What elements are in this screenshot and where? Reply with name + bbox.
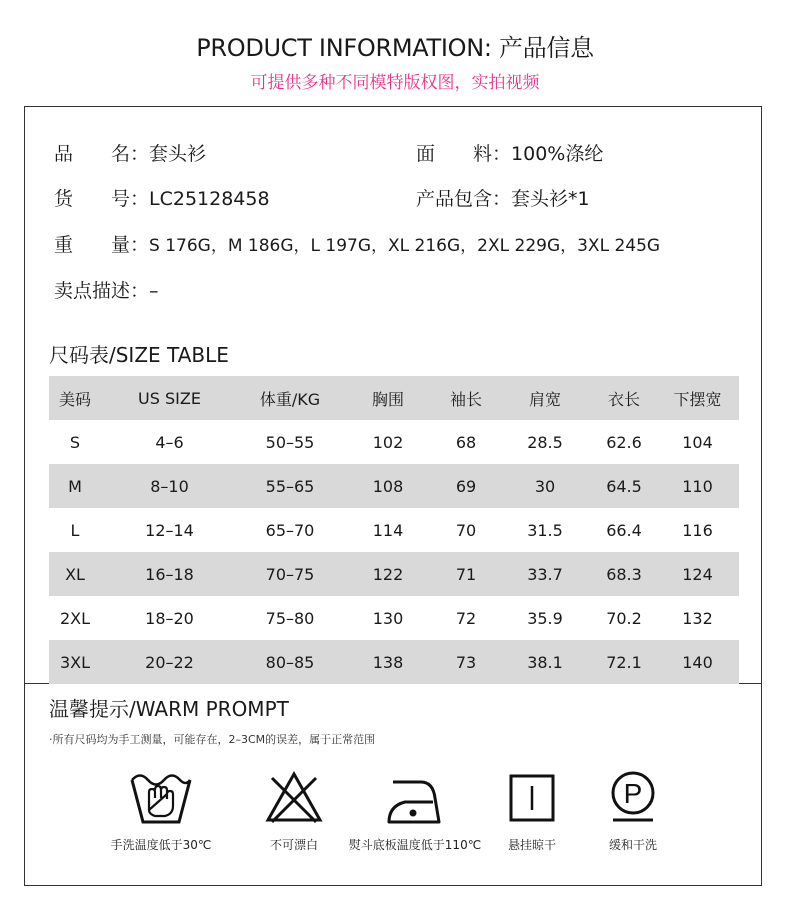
table-cell: 28.5 <box>527 432 563 452</box>
table-cell: 102 <box>372 432 404 452</box>
svg-text:P: P <box>623 778 643 809</box>
info-weight-row <box>54 230 660 257</box>
table-cell: 20–22 <box>145 652 194 672</box>
table-header-cell: 衣长 <box>607 389 640 409</box>
care-label: 手洗温度低于30℃ <box>110 838 212 852</box>
no-bleach-icon <box>262 768 326 826</box>
name-value: 套头衫 <box>149 143 207 165</box>
table-header-cell: US SIZE <box>138 388 201 408</box>
care-label: 不可漂白 <box>269 838 318 852</box>
info-fabric-row <box>416 139 603 166</box>
table-cell: 33.7 <box>527 564 563 584</box>
table-cell: 3XL <box>59 652 91 672</box>
table-cell: 124 <box>682 564 713 584</box>
table-row <box>49 464 739 508</box>
table-cell: 8–10 <box>150 476 189 496</box>
table-cell: 108 <box>372 476 404 496</box>
table-cell: 122 <box>372 564 404 584</box>
table-cell: 31.5 <box>527 520 563 540</box>
table-cell: M <box>68 476 82 496</box>
weight-label: 重 量： <box>54 234 150 256</box>
table-cell: 73 <box>455 652 477 672</box>
info-sku-row <box>54 184 270 211</box>
table-header-cell: 体重/KG <box>259 389 321 409</box>
table-row <box>49 596 739 640</box>
includes-label: 产品包含： <box>416 188 512 210</box>
table-cell: 70–75 <box>265 564 315 584</box>
table-cell: 18–20 <box>145 608 194 628</box>
table-cell: 71 <box>455 564 477 584</box>
table-cell: 110 <box>682 476 713 496</box>
fabric-value: 100%涤纶 <box>511 143 604 165</box>
table-header-cell: 下摆宽 <box>673 389 722 409</box>
includes-value: 套头衫*1 <box>511 188 590 210</box>
page-subtitle: 可提供多种不同模特版权图，实拍视频 <box>250 73 540 93</box>
fabric-label: 面 料： <box>416 143 512 165</box>
table-cell: 69 <box>455 476 477 496</box>
size-table-header <box>49 376 739 420</box>
warm-prompt-title: 温馨提示/WARM PROMPT <box>49 697 289 721</box>
table-row <box>49 508 739 552</box>
info-includes-row <box>416 184 590 211</box>
desc-label: 卖点描述： <box>54 280 150 302</box>
sku-label: 货 号： <box>54 188 150 210</box>
table-cell: XL <box>65 564 85 584</box>
care-item-hand-wash <box>86 768 236 853</box>
care-item-dry-clean <box>558 768 708 853</box>
table-cell: 38.1 <box>527 652 563 672</box>
table-cell: 62.6 <box>606 432 642 452</box>
table-cell: 72.1 <box>606 652 642 672</box>
table-cell: 68.3 <box>606 564 642 584</box>
table-cell: 138 <box>372 652 404 672</box>
iron-icon <box>383 768 447 826</box>
table-cell: 104 <box>682 432 713 452</box>
info-desc-row <box>54 276 159 303</box>
table-cell: 35.9 <box>527 608 563 628</box>
page-title: PRODUCT INFORMATION: 产品信息 <box>196 34 594 62</box>
size-table <box>49 376 739 684</box>
table-cell: 130 <box>372 608 404 628</box>
hang-dry-icon <box>500 768 564 826</box>
table-header-cell: 胸围 <box>371 389 404 409</box>
table-cell: 68 <box>455 432 477 452</box>
table-cell: 114 <box>372 520 404 540</box>
weight-value: S 176G，M 186G，L 197G，XL 216G，2XL 229G，3XL 245G <box>149 236 661 256</box>
table-cell: 72 <box>455 608 477 628</box>
measurement-note: ·所有尺码均为手工测量，可能存在，2–3CM的误差，属于正常范围 <box>49 733 376 746</box>
table-cell: 4–6 <box>155 432 184 452</box>
table-header-cell: 肩宽 <box>528 389 561 409</box>
table-cell: 116 <box>682 520 713 540</box>
table-cell: 30 <box>534 476 556 496</box>
table-cell: 132 <box>682 608 713 628</box>
care-label: 缓和干洗 <box>608 838 657 852</box>
table-cell: 16–18 <box>145 564 194 584</box>
desc-value: – <box>149 280 159 302</box>
table-row <box>49 420 739 464</box>
table-row <box>49 640 739 684</box>
care-label: 悬挂晾干 <box>507 838 556 852</box>
table-cell: 70 <box>455 520 477 540</box>
table-cell: S <box>69 432 81 452</box>
table-header-cell: 美码 <box>58 389 91 409</box>
table-cell: 66.4 <box>606 520 642 540</box>
table-row <box>49 552 739 596</box>
table-cell: 140 <box>682 652 713 672</box>
table-cell: 70.2 <box>606 608 642 628</box>
table-header-cell: 袖长 <box>449 389 482 409</box>
table-cell: 80–85 <box>265 652 315 672</box>
table-cell: 55–65 <box>265 476 315 496</box>
table-cell: L <box>70 520 80 540</box>
hand-wash-icon <box>129 768 193 826</box>
table-cell: 75–80 <box>265 608 315 628</box>
table-cell: 2XL <box>59 608 91 628</box>
info-name-row <box>54 139 206 166</box>
table-cell: 50–55 <box>265 432 315 452</box>
table-cell: 64.5 <box>606 476 642 496</box>
dry-clean-p-icon <box>601 768 665 826</box>
name-label: 品 名： <box>54 143 150 165</box>
sku-value: LC25128458 <box>149 188 270 210</box>
table-cell: 12–14 <box>145 520 194 540</box>
size-table-title: 尺码表/SIZE TABLE <box>49 343 229 367</box>
table-cell: 65–70 <box>265 520 315 540</box>
care-label: 熨斗底板温度低于110℃ <box>348 838 482 852</box>
